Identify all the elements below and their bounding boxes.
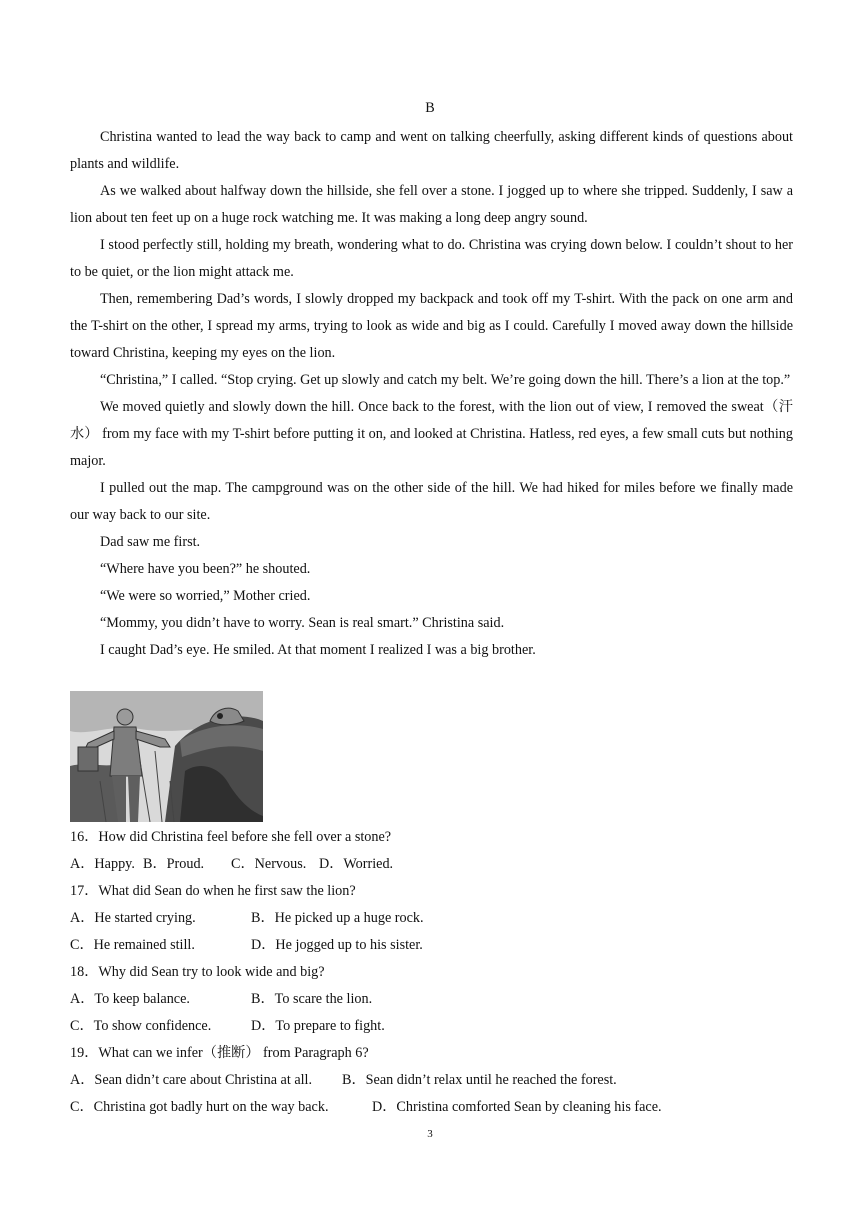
question-stem: 19．What can we infer（推断） from Paragraph 6? [70,1045,369,1061]
options-row [70,986,793,1013]
option-a[interactable]: A．Sean didn’t care about Christina at all. [70,1072,313,1088]
option-b[interactable]: B．To scare the lion. [251,991,373,1007]
passage-paragraph: Then, remembering Dad’s words, I slowly dropped my backpack and took off my T-shirt. With the pack on one arm and the T-shirt on the other, I spread my arms, trying to look as wide and big as I could. Carefully I moved away down the hillside toward Christina, keeping my eyes on the lion. [70,291,793,361]
option-c[interactable]: C．He remained still. [70,937,195,953]
passage-paragraph: I stood perfectly still, holding my breath, wondering what to do. Christina was crying down below. I couldn’t shout to her to be quiet, or the lion might attack me. [70,237,793,280]
option-d[interactable]: D．He jogged up to his sister. [251,937,423,953]
question-stem: 18．Why did Sean try to look wide and big? [70,964,325,980]
options-row [70,1094,793,1121]
boy-and-lion-illustration [70,691,263,822]
passage-paragraph: Christina wanted to lead the way back to camp and went on talking cheerfully, asking different kinds of questions about plants and wildlife. [70,129,793,172]
passage-paragraph: “Where have you been?” he shouted. [100,561,311,577]
option-c[interactable]: C．To show confidence. [70,1018,212,1034]
reading-passage [70,124,793,664]
passage-paragraph: “Mommy, you didn’t have to worry. Sean is real smart.” Christina said. [100,615,505,631]
passage-paragraph: Dad saw me first. [100,534,201,550]
passage-paragraph: I caught Dad’s eye. He smiled. At that moment I realized I was a big brother. [100,642,536,658]
option-a[interactable]: A．Happy. [70,856,135,872]
option-c[interactable]: C．Nervous. [231,856,307,872]
question-stem: 16．How did Christina feel before she fell over a stone? [70,829,392,845]
option-b[interactable]: B．Proud. [143,856,205,872]
option-d[interactable]: D．Christina comforted Sean by cleaning his face. [372,1099,662,1115]
passage-paragraph: “We were so worried,” Mother cried. [100,588,311,604]
passage-paragraph: I pulled out the map. The campground was on the other side of the hill. We had hiked for miles before we finally made our way back to our site. [70,480,793,523]
passage-paragraph: As we walked about halfway down the hillside, she fell over a stone. I jogged up to where she tripped. Suddenly, I saw a lion about ten feet up on a huge rock watching me. It was making a long deep angry sound. [70,183,793,226]
options-row [70,905,793,932]
options-row [70,851,793,878]
section-heading: B [425,100,435,116]
options-row [70,1013,793,1040]
option-b[interactable]: B．He picked up a huge rock. [251,910,424,926]
option-a[interactable]: A．He started crying. [70,910,196,926]
option-d[interactable]: D．To prepare to fight. [251,1018,385,1034]
options-row [70,1067,793,1094]
option-d[interactable]: D．Worried. [319,856,394,872]
option-b[interactable]: B．Sean didn’t relax until he reached the forest. [342,1072,617,1088]
page-number: 3 [427,1128,433,1140]
option-c[interactable]: C．Christina got badly hurt on the way back. [70,1099,329,1115]
passage-paragraph: “Christina,” I called. “Stop crying. Get up slowly and catch my belt. We’re going down the hill. There’s a lion at the top.” [100,372,791,388]
options-row [70,932,793,959]
option-a[interactable]: A．To keep balance. [70,991,190,1007]
question-list [70,824,793,1121]
question-stem: 17．What did Sean do when he first saw the lion? [70,883,356,899]
passage-paragraph: We moved quietly and slowly down the hill. Once back to the forest, with the lion out of view, I removed the sweat（汗水） from my face with my T-shirt before putting it on, and looked at Christina. Hatless, red eyes, a few small cuts but nothing major. [70,399,793,469]
